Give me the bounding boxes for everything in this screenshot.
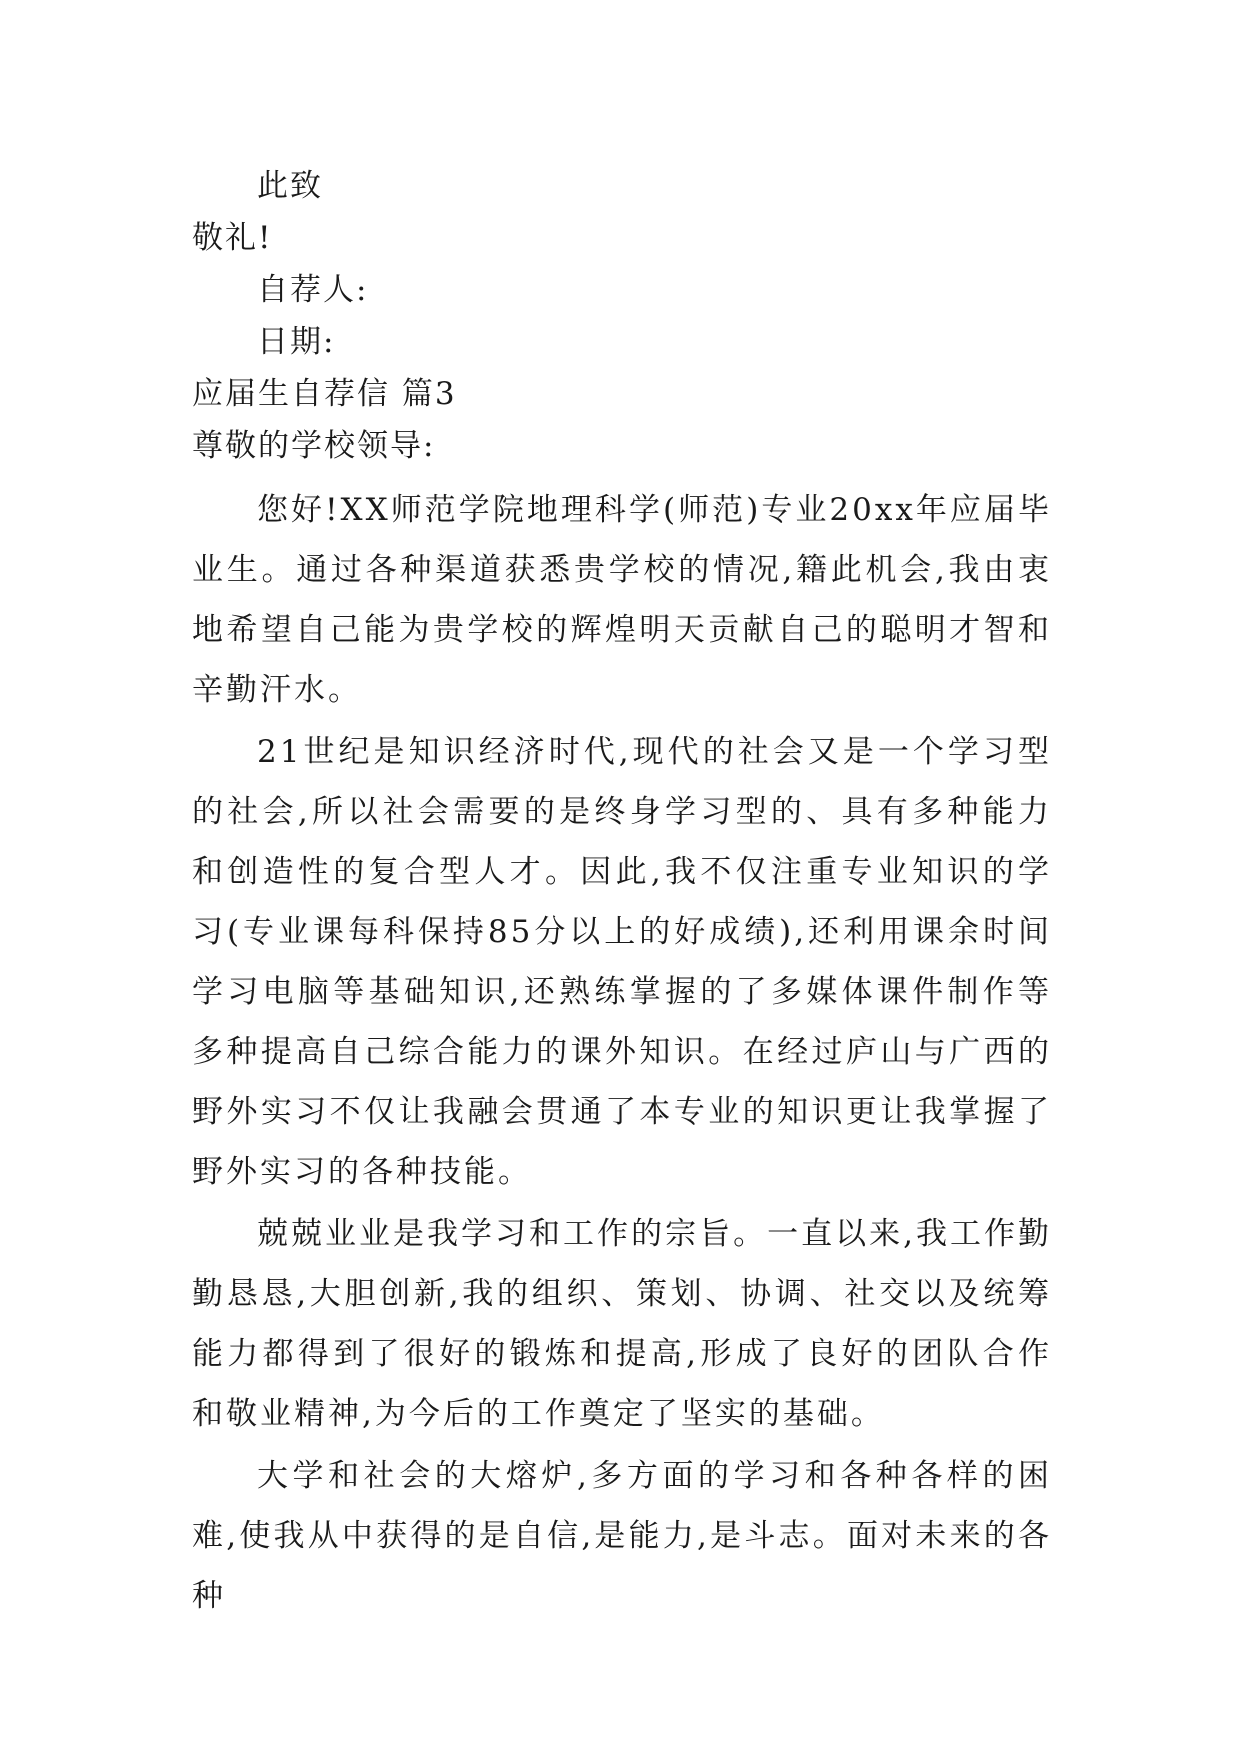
signer-label: 自荐人: xyxy=(257,272,369,308)
paragraph-knowledge: 21世纪是知识经济时代,现代的社会又是一个学习型的社会,所以社会需要的是终身学习型的、具有多种能力和创造性的复合型人才。因此,我不仅注重专业知识的学习(专业课每科保持85分以上的好成绩),还利用课余时间学习电脑等基础知识,还熟练掌握的了多媒体课件制作等多种提高自己综合能力的课外知识。在经过庐山与广西的野外实习不仅让我融会贯通了本专业的知识更让我掌握了野外实习的各种技能。 xyxy=(192,734,1052,1190)
closing-line-1: 此致 xyxy=(257,168,323,204)
letter-body xyxy=(192,160,1052,1628)
date-label: 日期: xyxy=(257,324,336,360)
paragraph-work: 兢兢业业是我学习和工作的宗旨。一直以来,我工作勤勤恳恳,大胆创新,我的组织、策划、协调、社交以及统筹能力都得到了很好的锻炼和提高,形成了良好的团队合作和敬业精神,为今后的工作奠定了坚实的基础。 xyxy=(192,1216,1052,1432)
closing-line-2: 敬礼! xyxy=(192,220,273,256)
spacer xyxy=(192,472,1052,480)
paragraph-university: 大学和社会的大熔炉,多方面的学习和各种各样的困难,使我从中获得的是自信,是能力,是斗志。面对未来的各种 xyxy=(192,1458,1052,1614)
salutation: 尊敬的学校领导: xyxy=(192,428,436,464)
section-title: 应届生自荐信 篇3 xyxy=(192,376,457,412)
paragraph-greeting: 您好!XX师范学院地理科学(师范)专业20xx年应届毕业生。通过各种渠道获悉贵学校的情况,籍此机会,我由衷地希望自己能为贵学校的辉煌明天贡献自己的聪明才智和辛勤汗水。 xyxy=(192,492,1052,708)
